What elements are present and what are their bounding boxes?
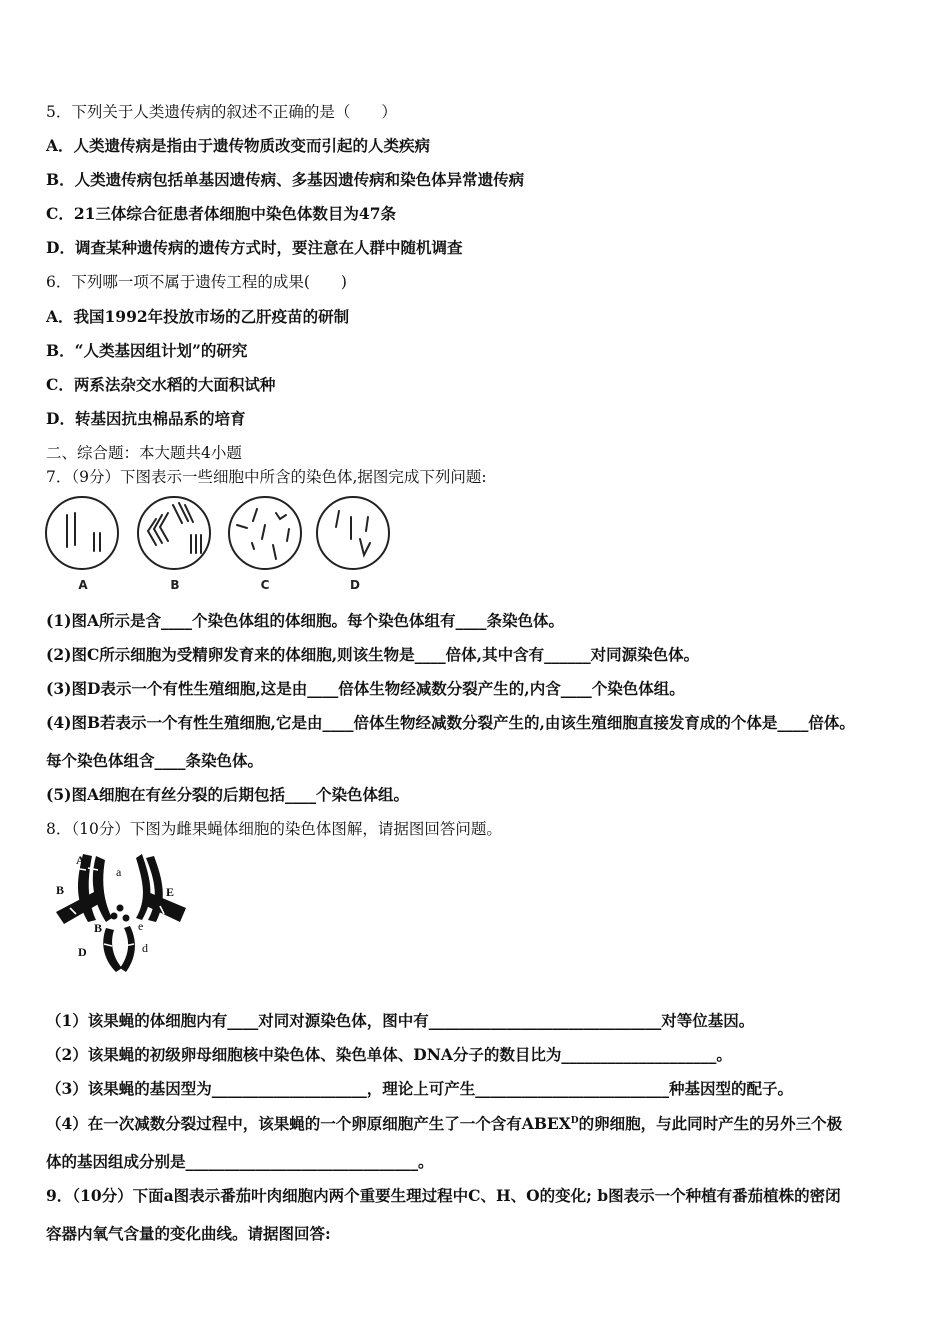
q7-part-4: (4)图B若表示一个有性生殖细胞,它是由____倍体生物经减数分裂产生的,由该生殖细胞直接发育成的个体是____倍体。 [46, 713, 855, 732]
cell-label-b: B [170, 578, 180, 592]
fruitfly-chromosome-figure [50, 848, 195, 978]
gene-label-d: d [142, 941, 148, 955]
q8-part-4-cont: 体的基因组成分别是______________________________。 [46, 1152, 434, 1171]
cell-label-c: C [260, 578, 270, 592]
q8-part-4-text-a: （4）在一次减数分裂过程中，该果蝇的一个卵原细胞产生了一个含有ABEX [46, 1114, 571, 1133]
cell-d-chromosome [360, 539, 370, 555]
cell-c-chromosome [262, 525, 265, 539]
q8-part-1: （1）该果蝇的体细胞内有____对同对源染色体，图中有______________________________对等位基因。 [46, 1011, 755, 1030]
cell-a-membrane [46, 497, 118, 569]
q5-option-d: D．调查某种遗传病的遗传方式时，要注意在人群中随机调查 [46, 238, 463, 257]
q7-part-4-cont: 每个染色体组含____条染色体。 [46, 751, 264, 770]
chromosome-dot [111, 913, 118, 920]
chromosome-x-right [120, 926, 135, 972]
q5-option-a: A．人类遗传病是指由于遗传物质改变而引起的人类疾病 [46, 136, 431, 155]
cell-c-chromosome [237, 525, 247, 528]
cell-d-membrane [317, 497, 389, 569]
q5-option-c: C．21三体综合征患者体细胞中染色体数目为47条 [46, 204, 396, 223]
chromosome-dot [117, 905, 124, 912]
q7-part-3: (3)图D表示一个有性生殖细胞,这是由____倍体生物经减数分裂产生的,内含____个染色体组。 [46, 679, 685, 698]
cell-c-chromosome [253, 509, 257, 521]
q7-part-1: (1)图A所示是含____个染色体组的体细胞。每个染色体组有____条染色体。 [46, 611, 564, 630]
q7-part-2: (2)图C所示细胞为受精卵发育来的体细胞,则该生物是____倍体,其中含有______对同源染色体。 [46, 645, 700, 664]
gene-label-a: a [116, 865, 122, 879]
cell-label-a: A [78, 578, 88, 592]
cell-c-chromosome [252, 543, 254, 549]
q9-stem-line-1: 9．（10分）下面a图表示番茄叶肉细胞内两个重要生理过程中C、H、O的变化; b图表示一个种植有番茄植株的密闭 [46, 1186, 841, 1205]
cell-c-chromosome [273, 545, 276, 559]
cell-c-chromosome [276, 513, 286, 519]
gene-label-E: E [166, 885, 175, 899]
gene-label-B-lower: B [94, 921, 103, 935]
cell-d-chromosome [366, 517, 368, 531]
gene-label-e: e [138, 919, 144, 933]
gene-label-B: B [56, 883, 65, 897]
q8-part-2: （2）该果蝇的初级卵母细胞核中染色体、染色单体、DNA分子的数目比为____________________。 [46, 1045, 732, 1064]
q7-stem: 7．（9分）下图表示一些细胞中所含的染色体,据图完成下列问题: [46, 468, 487, 486]
q8-part-4-text-b: 的卵细胞，与此同时产生的另外三个极 [578, 1114, 843, 1133]
section-heading: 二、综合题：本大题共4小题 [46, 444, 242, 462]
cell-c-chromosome [287, 529, 289, 541]
gene-label-D: D [78, 945, 87, 959]
q6-option-d: D．转基因抗虫棉品系的培育 [46, 409, 246, 428]
q8-part-4-superscript: D [570, 1115, 579, 1126]
q7-cells-figure [40, 495, 400, 595]
q6-option-c: C．两系法杂交水稻的大面积试种 [46, 375, 276, 394]
chromosome-left-mid [93, 856, 112, 922]
q6-option-a: A．我国1992年投放市场的乙肝疫苗的研制 [46, 307, 350, 326]
chromosome-right-outer [142, 892, 186, 922]
q8-part-4 [46, 1114, 842, 1134]
q8-stem: 8．（10分）下图为雌果蝇体细胞的染色体图解，请据图回答问题。 [46, 820, 502, 838]
chromosome-x-left [103, 928, 122, 972]
q6-option-b: B．“人类基因组计划”的研究 [46, 341, 248, 360]
chromosome-right-mid [136, 854, 150, 920]
cell-label-d: D [350, 578, 360, 592]
cell-d-chromosome [336, 511, 339, 527]
q5-stem: 5．下列关于人类遗传病的叙述不正确的是（ ） [46, 103, 397, 121]
q5-option-b: B．人类遗传病包括单基因遗传病、多基因遗传病和染色体异常遗传病 [46, 170, 525, 189]
gene-label-A: A [76, 853, 85, 867]
q9-stem-line-2: 容器内氧气含量的变化曲线。请据图回答: [46, 1224, 331, 1243]
q7-part-5: (5)图A细胞在有丝分裂的后期包括____个染色体组。 [46, 785, 409, 804]
q6-stem: 6．下列哪一项不属于遗传工程的成果( ) [46, 273, 347, 291]
chromosome-dot [123, 915, 130, 922]
q8-part-3: （3）该果蝇的基因型为____________________，理论上可产生_________________________种基因型的配子。 [46, 1079, 794, 1098]
cell-c-membrane [229, 497, 301, 569]
